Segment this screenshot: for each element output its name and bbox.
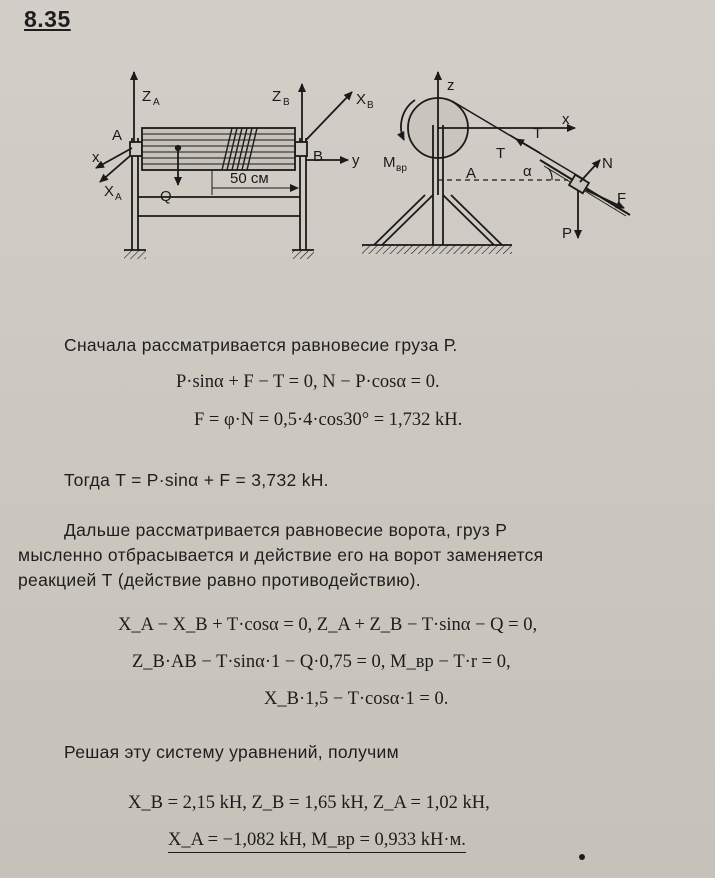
figure	[0, 0, 715, 300]
result-1: X_B = 2,15 kH, Z_B = 1,65 kH, Z_A = 1,02 kH,	[128, 793, 490, 813]
label-xa: X	[104, 183, 115, 200]
problem-number: 8.35	[24, 6, 71, 32]
label-n: N	[602, 155, 613, 172]
equation-5: X_B·1,5 − T·cosα·1 = 0.	[264, 689, 449, 709]
label-t2: T	[533, 125, 543, 142]
label-x2: x	[562, 111, 570, 128]
label-alpha: α	[523, 163, 532, 180]
result-2: X_A = −1,082 kH, M_вр = 0,933 kH·м.	[168, 830, 466, 853]
equation-3: X_A − X_B + T·cosα = 0, Z_A + Z_B − T·sinα − Q = 0,	[118, 615, 538, 635]
paragraph-4: Решая эту систему уравнений, получим	[64, 742, 399, 762]
label-dim-50cm: 50 см	[230, 170, 269, 187]
right-labels	[383, 77, 626, 242]
label-f: F	[617, 190, 627, 207]
label-za-sub: A	[153, 97, 160, 108]
label-p: P	[562, 225, 573, 242]
paragraph-3b: мысленно отбрасывается и действие его на ворот заменяется	[18, 545, 544, 565]
label-xb: X	[356, 91, 367, 108]
end-dot	[579, 854, 585, 860]
paragraph-1: Сначала рассматривается равновесие груза Р.	[64, 335, 458, 355]
label-zb: Z	[272, 88, 282, 105]
paragraph-3c: реакцией Т (действие равно противодействию).	[18, 570, 421, 590]
label-a: A	[112, 127, 123, 144]
label-x: x	[92, 149, 100, 166]
label-a2: A	[466, 165, 477, 182]
equation-1: P·sinα + F − T = 0, N − P·cosα = 0.	[176, 372, 440, 392]
label-b: B	[313, 148, 324, 165]
label-q: Q	[160, 188, 172, 205]
label-t1: T	[496, 145, 506, 162]
label-mvr-sub: вр	[396, 163, 407, 174]
paragraph-3a: Дальше рассматривается равновесие ворота, груз Р	[64, 520, 508, 540]
label-xb-sub: B	[367, 100, 374, 111]
label-z: z	[447, 77, 455, 94]
label-za: Z	[142, 88, 152, 105]
label-xa-sub: A	[115, 192, 122, 203]
left-drawing	[96, 72, 352, 259]
label-zb-sub: B	[283, 97, 290, 108]
equation-2: F = φ·N = 0,5·4·cos30° = 1,732 kH.	[194, 410, 463, 430]
paragraph-2: Тогда T = P·sinα + F = 3,732 kH.	[64, 470, 329, 490]
equation-4: Z_B·AB − T·sinα·1 − Q·0,75 = 0, M_вр − T·r = 0,	[132, 652, 511, 672]
label-mvr: M	[383, 154, 396, 171]
label-y: y	[352, 152, 360, 169]
